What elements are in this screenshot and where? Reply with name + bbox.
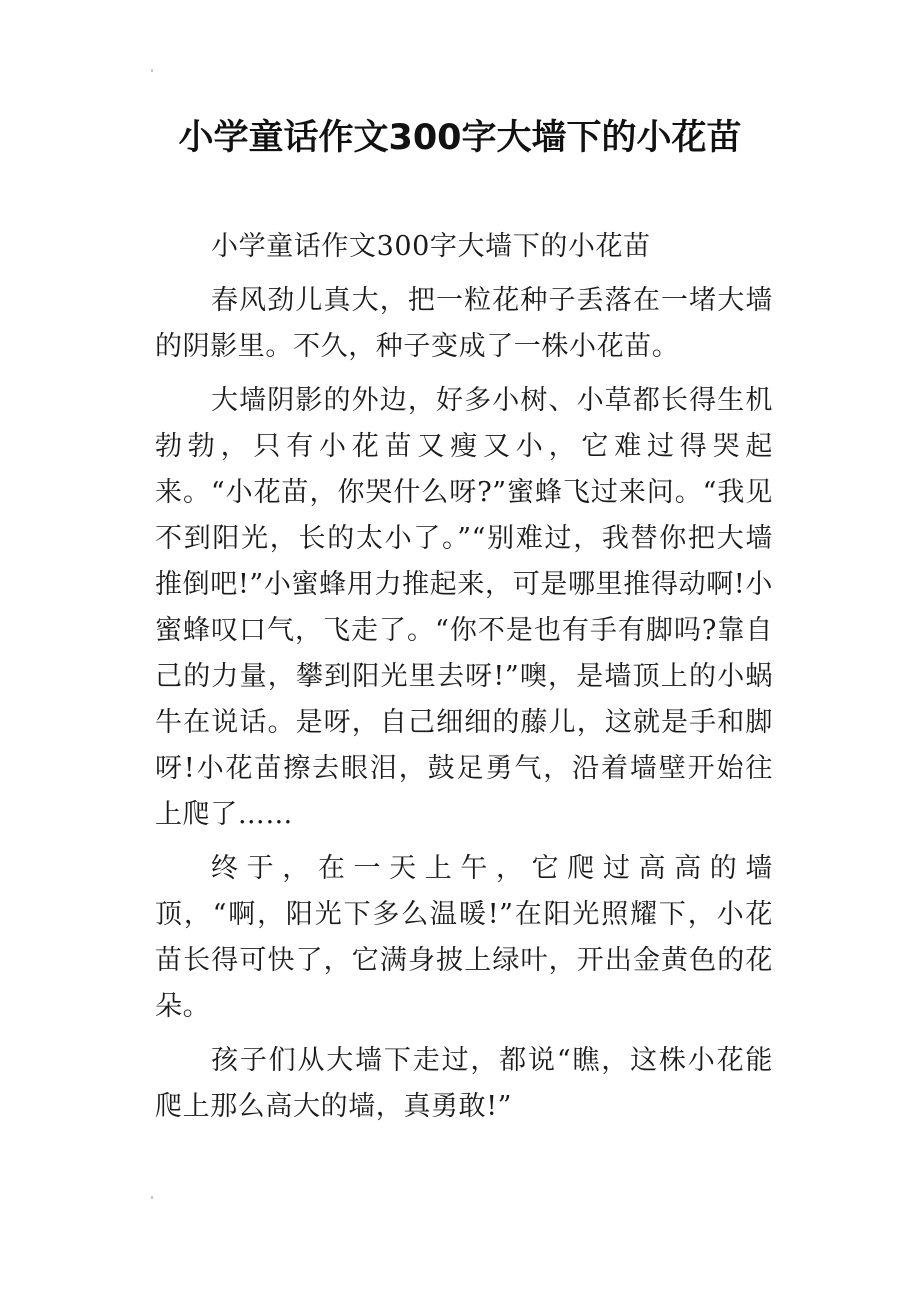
paragraph: 孩子们从大墙下走过，都说“瞧，这株小花能爬上那么高大的墙，真勇敢!” [155, 1045, 773, 1122]
paragraph: 大墙阴影的外边，好多小树、小草都长得生机勃勃，只有小花苗又瘦又小，它难过得哭起来。“小花苗，你哭什么呀?”蜜蜂飞过来问。“我见不到阳光，长的太小了。”“别难过，我替你把大墙推倒吧!”小蜜蜂用力推起来，可是哪里推得动啊!小蜜蜂叹口气，飞走了。“你不是也有手有脚吗?靠自己的力量，攀到阳光里去呀!”噢，是墙顶上的小蜗牛在说话。是呀，自己细细的藤儿，这就是手和脚呀!小花苗擦去眼泪，鼓足勇气，沿着墙壁开始往上爬了…… [155, 385, 773, 830]
paragraph: 终于，在一天上午，它爬过高高的墙顶，“啊，阳光下多么温暖!”在阳光照耀下，小花苗长得可快了，它满身披上绿叶，开出金黄色的花朵。 [155, 853, 773, 1022]
paragraph: 春风劲儿真大，把一粒花种子丢落在一堵大墙的阴影里。不久，种子变成了一株小花苗。 [155, 285, 773, 362]
corner-mark [151, 69, 153, 72]
document-title: 小学童话作文300字大墙下的小花苗 [178, 118, 742, 158]
paragraph: 小学童话作文300字大墙下的小花苗 [211, 231, 651, 262]
corner-mark [151, 1196, 153, 1199]
document-body [155, 224, 773, 1138]
